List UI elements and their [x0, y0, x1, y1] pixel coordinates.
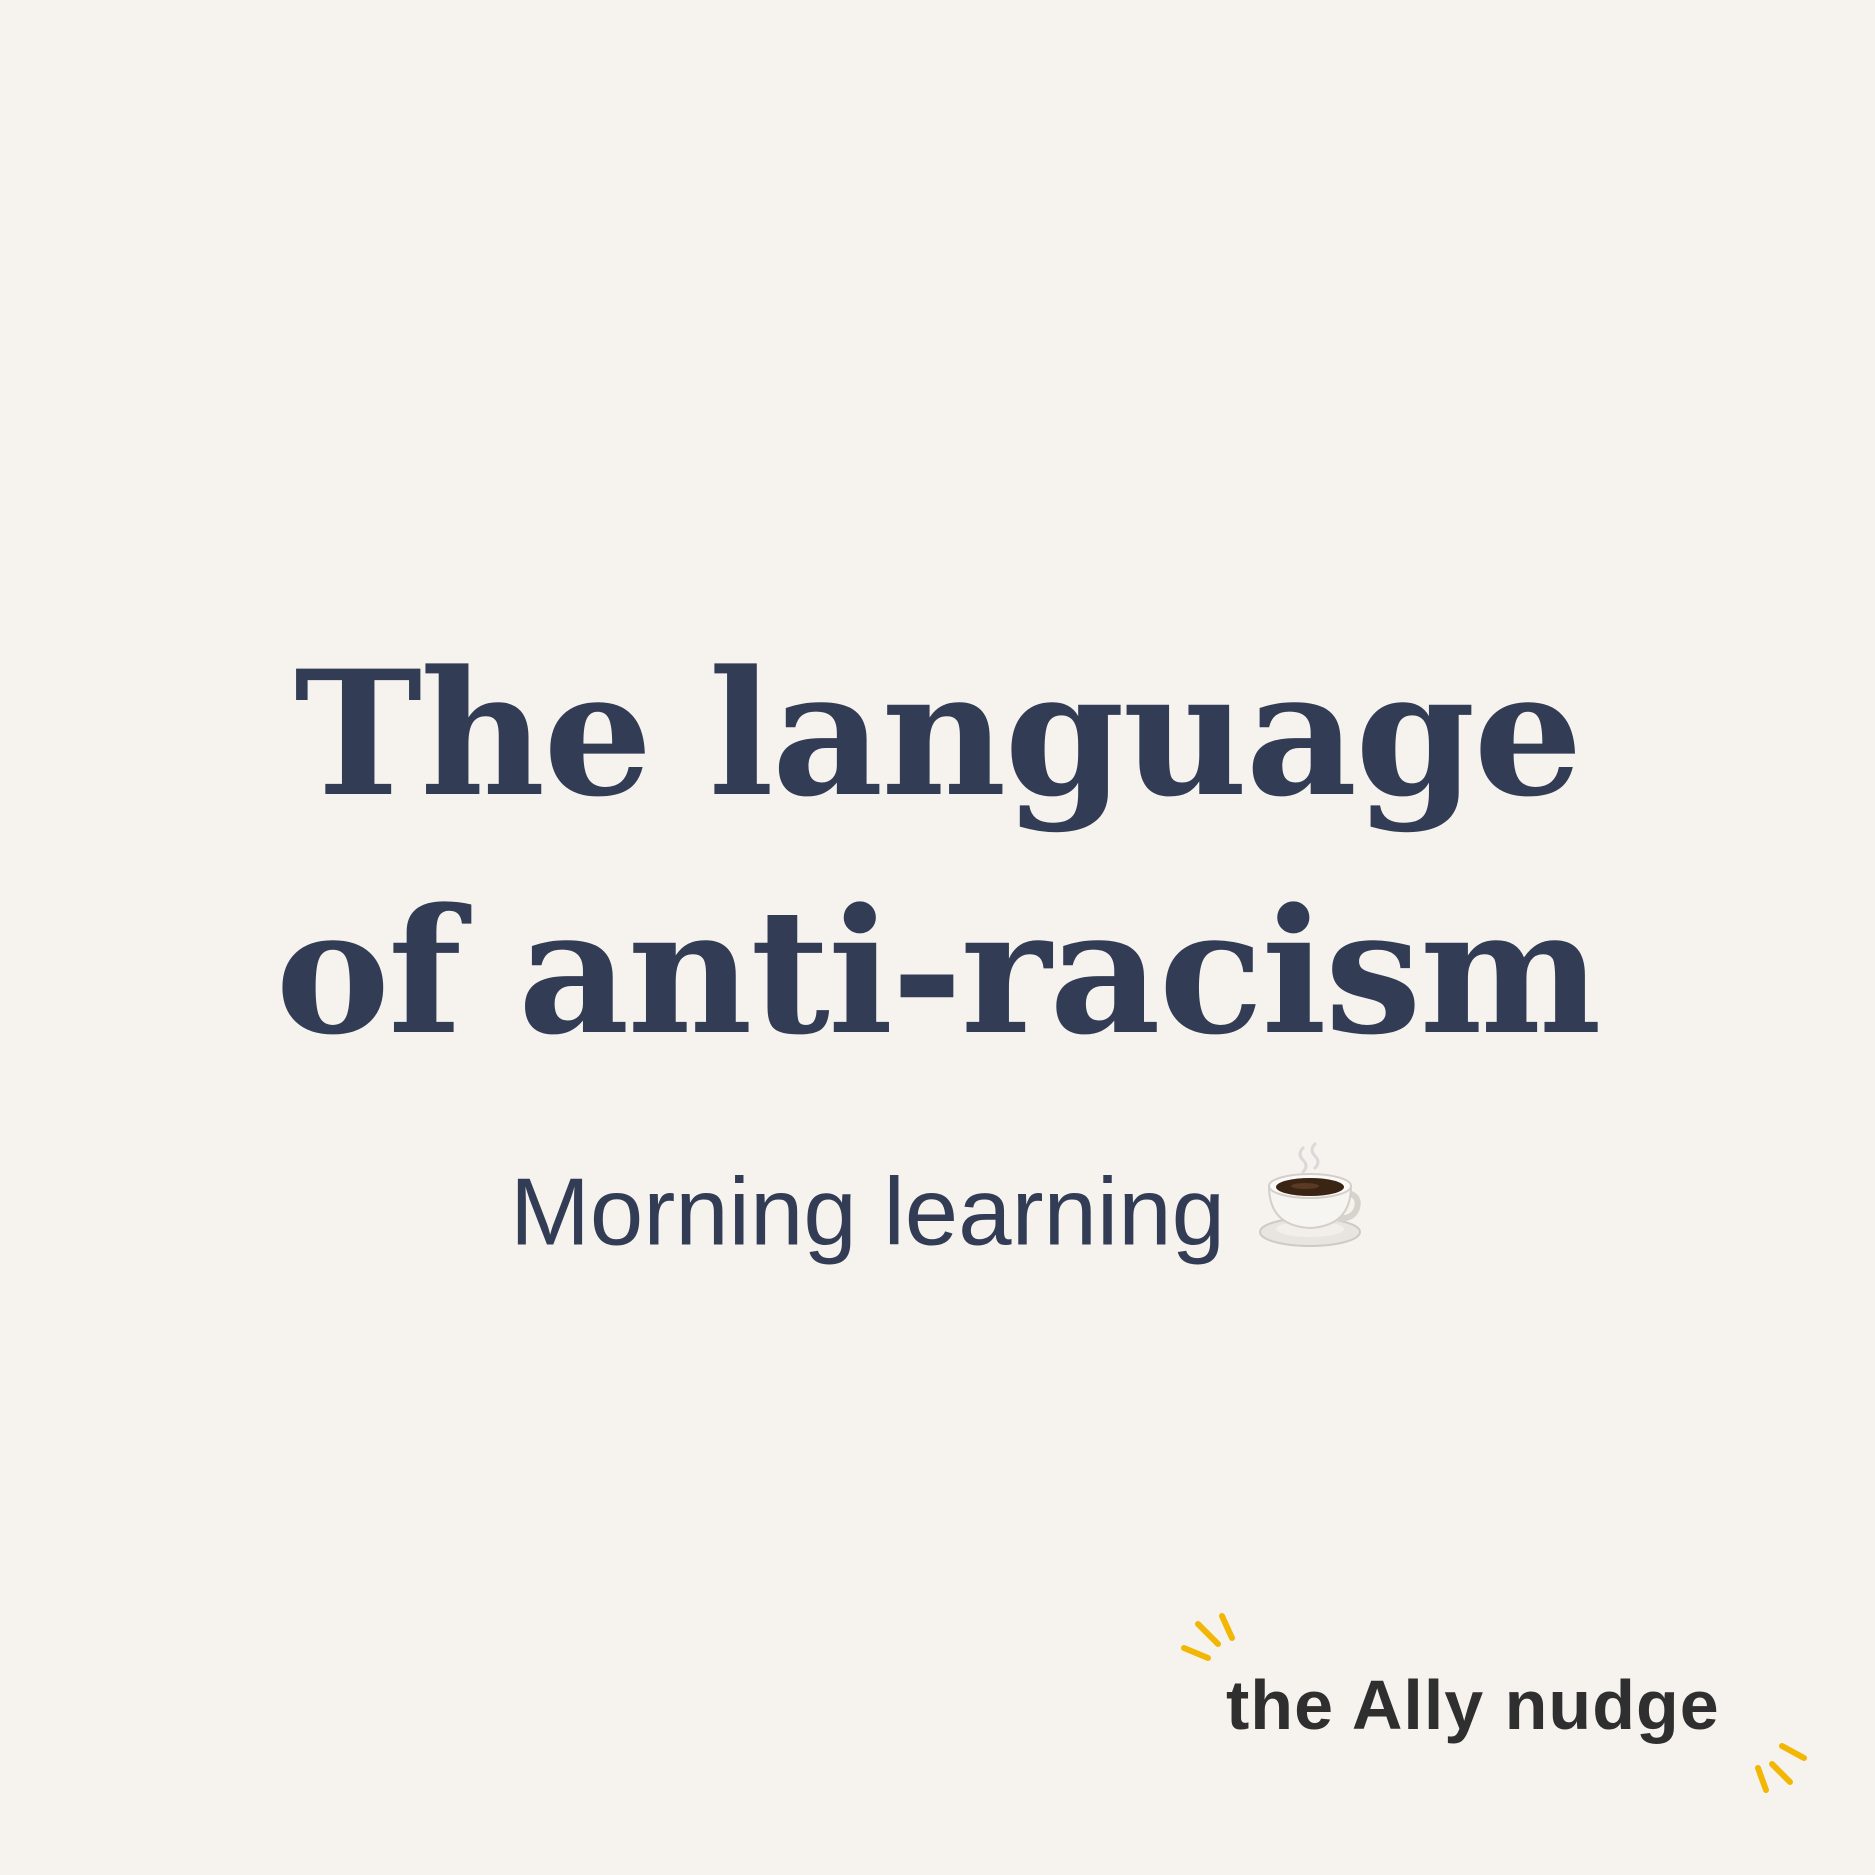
brand-name: the Ally nudge: [1226, 1666, 1720, 1744]
sparkle-bottom-right-icon: [1740, 1726, 1810, 1796]
subtitle-text: Morning learning: [509, 1158, 1226, 1266]
brand-logo: [1180, 1610, 1820, 1810]
title-line-1: The language: [294, 632, 1581, 835]
title-line-2: of anti-racism: [275, 870, 1600, 1073]
subtitle: [0, 1150, 1875, 1288]
coffee-cup-icon: [1255, 1140, 1365, 1278]
page-title: [0, 615, 1875, 1091]
